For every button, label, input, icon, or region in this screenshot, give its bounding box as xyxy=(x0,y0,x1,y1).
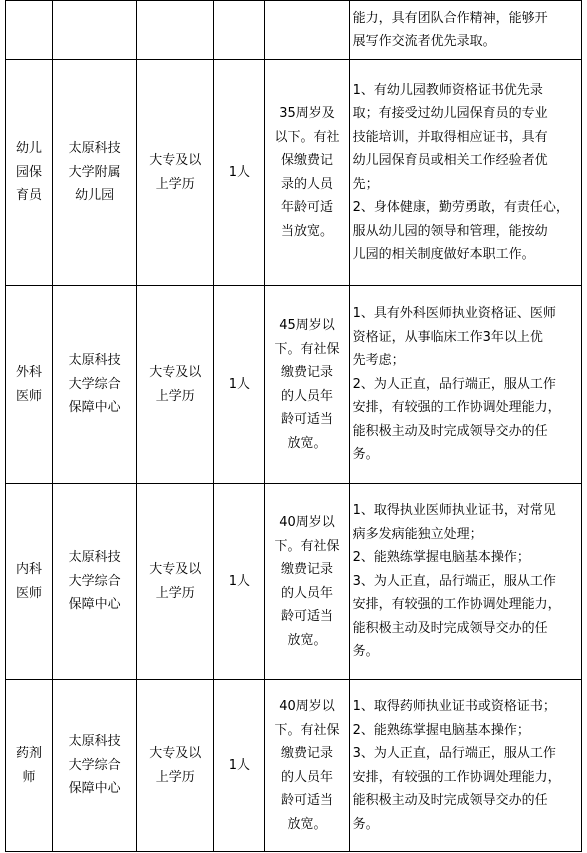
cell-line: 药剂 xyxy=(16,746,43,761)
cell-line: 缴费记录 xyxy=(280,562,333,577)
cell-line: 下。有社保 xyxy=(274,538,340,554)
cell-line: 大学综合 xyxy=(68,376,121,392)
cell-line: 录的人员 xyxy=(280,176,333,192)
cell-line: 上学历 xyxy=(155,176,195,192)
cell-line: 能积极主动及时完成领导交办的任 xyxy=(352,423,548,439)
cell-line: 太原科技 xyxy=(68,734,121,750)
cell-line: 太原科技 xyxy=(68,141,121,157)
cell-line: 太原科技 xyxy=(68,550,121,566)
cell-line: 保障中心 xyxy=(68,781,121,797)
cell-line: 当放宽。 xyxy=(280,223,333,239)
cell-line: 大学附属 xyxy=(68,164,121,180)
cell-line: 放宽。 xyxy=(287,435,327,451)
age-cell xyxy=(265,1,349,60)
cell-line: 技能培训，并取得相应证书，具有 xyxy=(352,129,548,145)
cell-line: 取；有接受过幼儿园保育员的专业 xyxy=(352,106,548,121)
unit-cell xyxy=(53,680,137,852)
education-cell xyxy=(137,680,214,852)
cell-line: 40周岁以 xyxy=(279,515,335,530)
cell-line: 安排，有较强的工作协调处理能力， xyxy=(352,597,561,613)
cell-line: 放宽。 xyxy=(287,816,327,832)
requirements-cell xyxy=(349,1,581,60)
cell-line: 大专及以 xyxy=(149,153,202,168)
recruitment-table xyxy=(5,0,582,852)
unit-cell xyxy=(53,60,137,286)
cell-line: 大学综合 xyxy=(68,573,121,589)
cell-line: 保障中心 xyxy=(68,400,121,416)
position-cell xyxy=(6,1,53,60)
cell-line: 大专及以 xyxy=(149,365,202,380)
cell-line: 上学历 xyxy=(155,769,195,785)
recruitment-table-body xyxy=(6,1,582,852)
cell-line: 45周岁以 xyxy=(279,318,335,333)
cell-line: 外科 xyxy=(16,365,43,380)
cell-line: 师 xyxy=(22,769,36,785)
cell-line: 的人员年 xyxy=(280,585,333,601)
table-row xyxy=(6,1,582,60)
unit-cell xyxy=(53,484,137,680)
cell-line: 2、为人正直，品行端正，服从工作 xyxy=(352,376,556,392)
cell-line: 2、能熟练掌握电脑基本操作； xyxy=(352,550,530,566)
age-cell xyxy=(265,484,349,680)
cell-line: 先考虑； xyxy=(352,353,405,369)
cell-line: 先； xyxy=(352,176,379,192)
cell-line: 保缴费记 xyxy=(280,153,333,168)
education-cell xyxy=(137,1,214,60)
requirements-cell xyxy=(349,60,581,286)
cell-line: 以下。有社 xyxy=(274,129,340,145)
count-cell: 1人 xyxy=(214,60,265,286)
unit-cell xyxy=(53,1,137,60)
cell-line: 龄可适当 xyxy=(280,412,333,427)
cell-line: 的人员年 xyxy=(280,388,333,404)
cell-line: 能积极主动及时完成领导交办的任 xyxy=(352,793,548,808)
count-cell xyxy=(214,1,265,60)
cell-line: 安排，有较强的工作协调处理能力， xyxy=(352,400,561,416)
cell-line: 1、取得药师执业证书或资格证书； xyxy=(352,699,556,714)
count-cell: 1人 xyxy=(214,286,265,484)
cell-line: 下。有社保 xyxy=(274,341,340,357)
position-cell xyxy=(6,286,53,484)
cell-line: 大专及以 xyxy=(149,746,202,761)
education-cell xyxy=(137,286,214,484)
cell-line: 放宽。 xyxy=(287,632,327,648)
unit-cell xyxy=(53,286,137,484)
cell-line: 太原科技 xyxy=(68,353,121,369)
cell-line: 安排，有较强的工作协调处理能力， xyxy=(352,769,561,785)
table-row xyxy=(6,60,582,286)
cell-line: 龄可适当 xyxy=(280,609,333,624)
cell-line: 1、有幼儿园教师资格证书优先录 xyxy=(352,82,543,98)
cell-line: 医师 xyxy=(16,585,43,601)
cell-line: 服从幼儿园的领导和管理，能按幼 xyxy=(352,223,548,239)
cell-line: 龄可适当 xyxy=(280,793,333,808)
requirements-cell xyxy=(349,484,581,680)
cell-line: 35周岁及 xyxy=(279,106,335,121)
cell-line: 2、能熟练掌握电脑基本操作； xyxy=(352,722,530,738)
cell-line: 保障中心 xyxy=(68,597,121,613)
age-cell xyxy=(265,286,349,484)
cell-line: 资格证，从事临床工作3年以上优 xyxy=(352,329,543,345)
cell-line: 育员 xyxy=(16,188,43,204)
cell-line: 1、取得执业医师执业证书，对常见 xyxy=(352,503,556,519)
cell-line: 缴费记录 xyxy=(280,365,333,380)
cell-line: 上学历 xyxy=(155,585,195,601)
count-cell: 1人 xyxy=(214,680,265,852)
education-cell xyxy=(137,60,214,286)
cell-line: 缴费记录 xyxy=(280,746,333,761)
cell-line: 上学历 xyxy=(155,388,195,404)
cell-line: 大专及以 xyxy=(149,562,202,577)
cell-line: 病多发病能独立处理； xyxy=(352,526,483,542)
age-cell xyxy=(265,60,349,286)
table-row xyxy=(6,484,582,680)
education-cell xyxy=(137,484,214,680)
cell-line: 3、为人正直，品行端正，服从工作 xyxy=(352,573,556,589)
cell-line: 3、为人正直，品行端正，服从工作 xyxy=(352,746,556,761)
cell-line: 医师 xyxy=(16,388,43,404)
cell-line: 年龄可适 xyxy=(280,200,333,215)
count-cell: 1人 xyxy=(214,484,265,680)
cell-line: 大学综合 xyxy=(68,757,121,773)
table-row xyxy=(6,286,582,484)
cell-line: 幼儿园 xyxy=(75,188,115,204)
position-cell xyxy=(6,60,53,286)
cell-line: 1、具有外科医师执业资格证、医师 xyxy=(352,306,556,322)
requirements-cell xyxy=(349,680,581,852)
cell-line: 幼儿园保育员或相关工作经验者优 xyxy=(352,153,548,168)
cell-line: 务。 xyxy=(352,447,379,463)
cell-line: 的人员年 xyxy=(280,769,333,785)
cell-line: 展写作交流者优先录取。 xyxy=(352,34,496,49)
cell-line: 内科 xyxy=(16,562,43,577)
cell-line: 园保 xyxy=(16,164,43,180)
cell-line: 务。 xyxy=(352,644,379,660)
requirements-cell xyxy=(349,286,581,484)
cell-line: 能力，具有团队合作精神，能够开 xyxy=(352,10,548,26)
cell-line: 40周岁以 xyxy=(279,699,335,714)
cell-line: 儿园的相关制度做好本职工作。 xyxy=(352,247,535,262)
position-cell xyxy=(6,680,53,852)
age-cell xyxy=(265,680,349,852)
cell-line: 幼儿 xyxy=(16,141,43,157)
cell-line: 下。有社保 xyxy=(274,722,340,738)
table-row xyxy=(6,680,582,852)
cell-line: 能积极主动及时完成领导交办的任 xyxy=(352,620,548,636)
cell-line: 务。 xyxy=(352,816,379,832)
cell-line: 2、身体健康，勤劳勇敢，有责任心， xyxy=(352,200,569,215)
position-cell xyxy=(6,484,53,680)
